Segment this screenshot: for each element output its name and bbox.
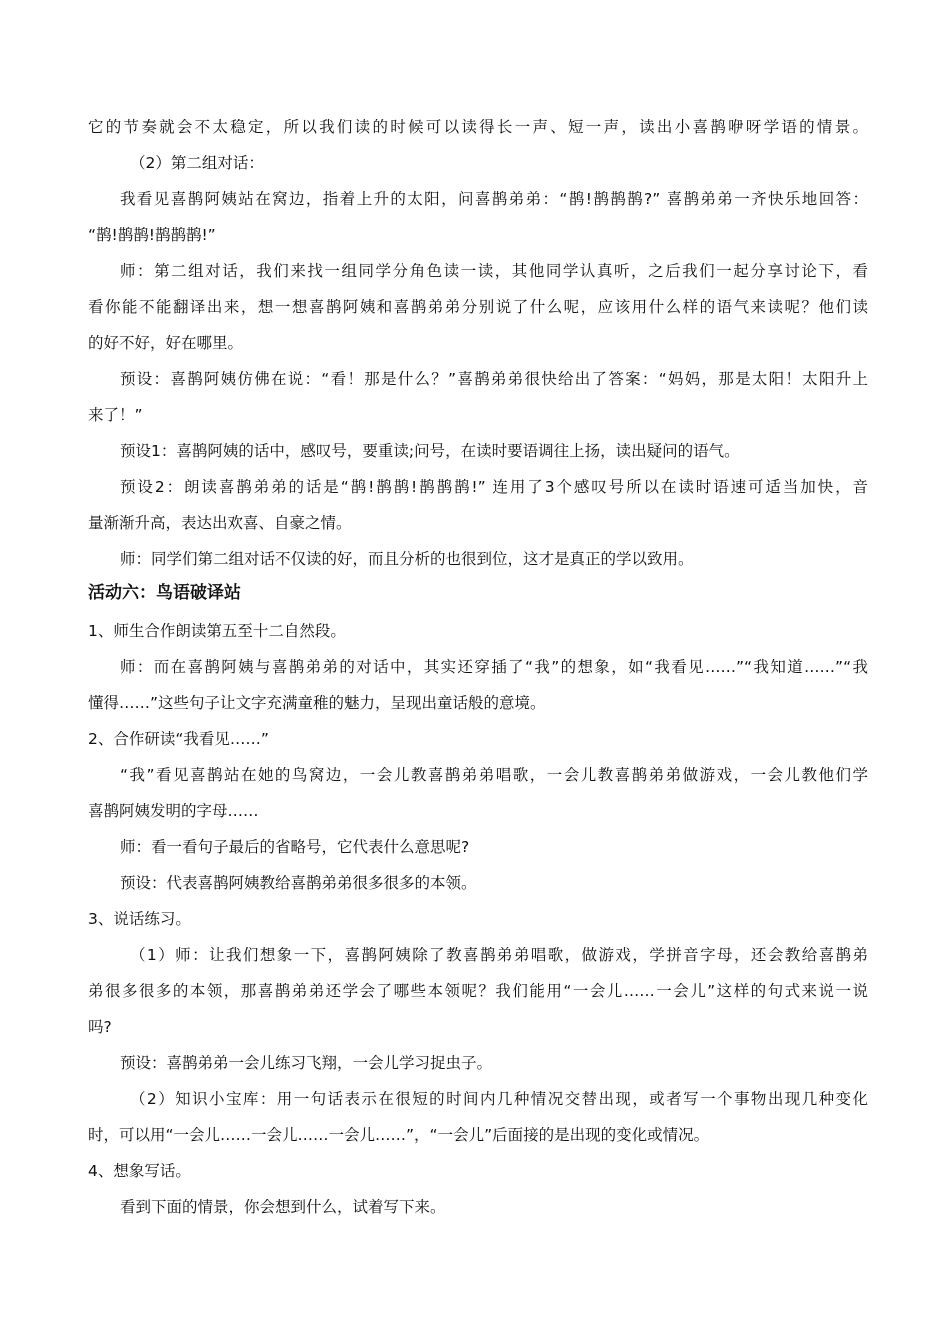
text-line: 看你能不能翻译出来，想一想喜鹊阿姨和喜鹊弟弟分别说了什么呢，应该用什么样的语气来读呢？他们读 (88, 298, 868, 316)
text-line: “我”看见喜鹊站在她的鸟窝边，一会儿教喜鹊弟弟唱歌，一会儿教喜鹊弟弟做游戏，一会儿教他们学 (120, 766, 868, 784)
text-line: （1）师：让我们想象一下，喜鹊阿姨除了教喜鹊弟弟唱歌，做游戏，学拼音字母，还会教给喜鹊弟 (130, 946, 868, 964)
text-line: 预设：代表喜鹊阿姨教给喜鹊弟弟很多很多的本领。 (120, 874, 477, 892)
section-heading: 活动六：鸟语破译站 (88, 583, 241, 603)
text-line: 师：而在喜鹊阿姨与喜鹊弟弟的对话中，其实还穿插了“我”的想象，如“我看见……”“我知道……”“我 (120, 658, 868, 676)
text-line: 4、想象写话。 (88, 1162, 191, 1180)
text-line: 预设1：喜鹊阿姨的话中，感叹号，要重读;问号，在读时要语调往上扬，读出疑问的语气。 (120, 442, 740, 460)
text-line: 师：看一看句子最后的省略号，它代表什么意思呢? (120, 838, 470, 856)
text-line: 时，可以用“一会儿……一会儿……一会儿……”，“一会儿”后面接的是出现的变化或情况。 (88, 1126, 710, 1144)
text-line: 1、师生合作朗读第五至十二自然段。 (88, 622, 346, 640)
text-line: 预设2：朗读喜鹊弟弟的话是“鹊!鹊鹊!鹊鹊鹊!” 连用了3个感叹号所以在读时语速可适当加快，音 (120, 478, 868, 496)
text-line: 我看见喜鹊阿姨站在窝边，指着上升的太阳，问喜鹊弟弟：“鹊!鹊鹊鹊?” 喜鹊弟弟一齐快乐地回答： (120, 190, 868, 208)
text-line: 预设：喜鹊阿姨仿佛在说：“看！那是什么？”喜鹊弟弟很快给出了答案：“妈妈，那是太阳！太阳升上 (120, 370, 868, 388)
text-line: 师：同学们第二组对话不仅读的好，而且分析的也很到位，这才是真正的学以致用。 (120, 550, 694, 568)
text-line: 它的节奏就会不太稳定，所以我们读的时候可以读得长一声、短一声，读出小喜鹊咿呀学语的情景。 (88, 118, 868, 136)
text-line: 吗? (88, 1018, 112, 1036)
text-line: 预设：喜鹊弟弟一会儿练习飞翔，一会儿学习捉虫子。 (120, 1054, 493, 1072)
text-line: 来了！” (88, 406, 143, 424)
text-line: （2）第二组对话： (130, 154, 264, 172)
text-line: 弟很多很多的本领，那喜鹊弟弟还学会了哪些本领呢？我们能用“一会儿……一会儿”这样的句式来说一说 (88, 982, 868, 1000)
text-line: 的好不好，好在哪里。 (88, 334, 244, 352)
text-line: 懂得……”这些句子让文字充满童稚的魅力，呈现出童话般的意境。 (88, 694, 546, 712)
text-line: 3、说话练习。 (88, 910, 191, 928)
text-line: 师：第二组对话，我们来找一组同学分角色读一读，其他同学认真听，之后我们一起分享讨论下，看 (120, 262, 868, 280)
text-line: （2）知识小宝库：用一句话表示在很短的时间内几种情况交替出现，或者写一个事物出现几种变化 (130, 1090, 868, 1108)
text-line: “鹊!鹊鹊!鹊鹊鹊!” (88, 226, 216, 244)
text-line: 量渐渐升高，表达出欢喜、自豪之情。 (88, 514, 352, 532)
text-line: 2、合作研读“我看见……” (88, 730, 269, 748)
text-line: 喜鹊阿姨发明的字母…… (88, 802, 259, 820)
text-line: 看到下面的情景，你会想到什么，试着写下来。 (120, 1198, 446, 1216)
